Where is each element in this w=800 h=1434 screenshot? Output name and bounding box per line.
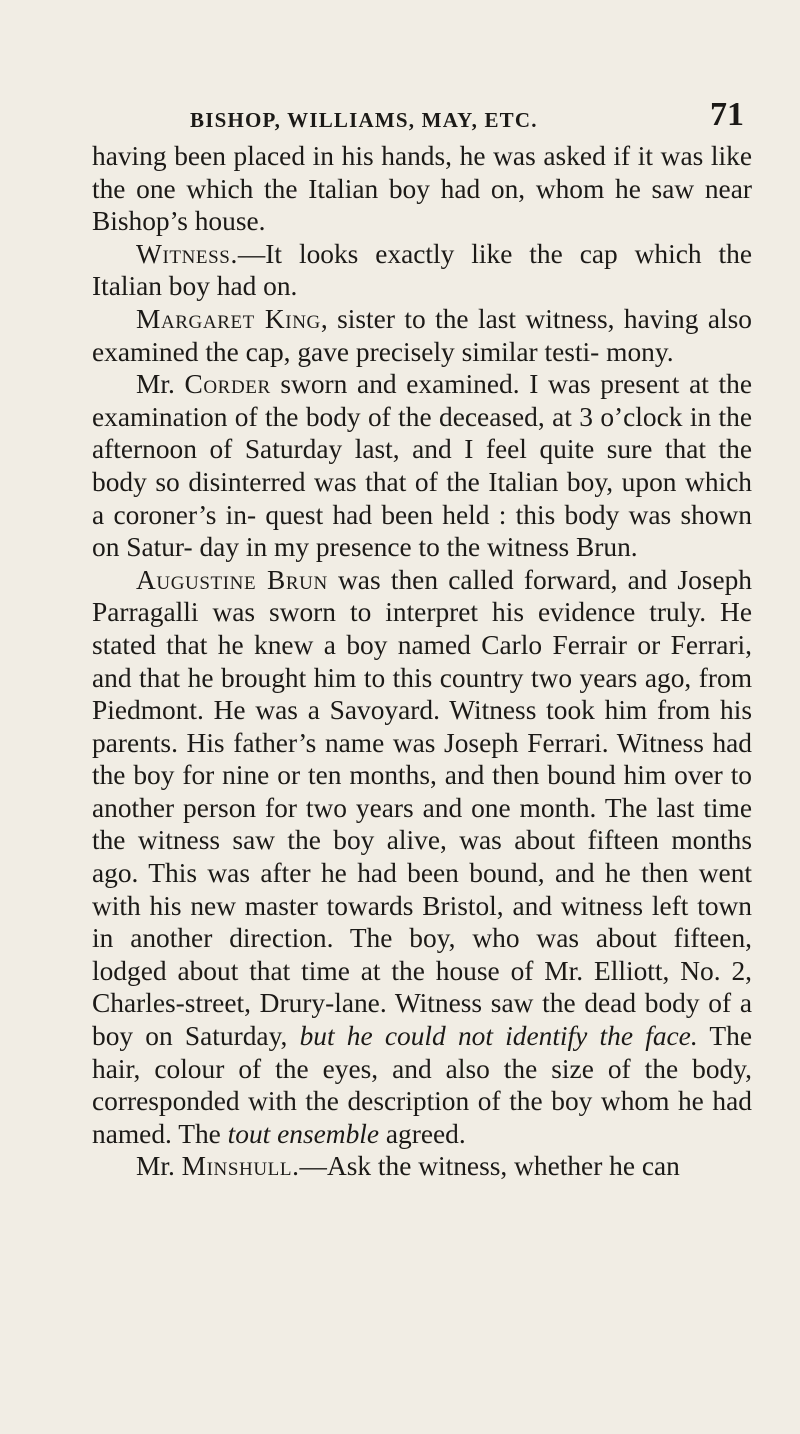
- paragraph-5: [92, 564, 752, 1151]
- speaker-minshull: Minshull.: [181, 1151, 300, 1182]
- paragraph-2: [92, 238, 752, 303]
- paragraph-5-text-b: The hair, colour of the eyes, and also the size of the body, corresponded with the description of the boy whom he had named. The: [92, 1021, 752, 1149]
- speaker-title-corder: Mr.: [136, 369, 185, 400]
- speaker-corder: Corder: [184, 369, 271, 400]
- paragraph-5-italic-1: but he could not identify the face.: [299, 1021, 698, 1052]
- paragraph-6: [92, 1150, 752, 1183]
- speaker-margaret-king: Margaret King: [136, 303, 321, 334]
- paragraph-6-text: —Ask the witness, whether he can: [299, 1151, 680, 1182]
- paragraph-1-text: having been placed in his hands, he was asked if it was like the one which the Italian boy had on, whom he saw near Bishop’s house.: [92, 141, 752, 237]
- paragraph-3-text: , sister to the last witness, having also examined the cap, gave precisely similar testi- mony.: [92, 303, 752, 367]
- paragraph-5-text-c: agreed.: [379, 1118, 466, 1149]
- paragraph-1: [92, 140, 752, 238]
- running-title: BISHOP, WILLIAMS, MAY, ETC.: [190, 108, 538, 132]
- paragraph-4-text: sworn and examined. I was present at the examination of the body of the deceased, at 3 o’clock in the afternoon of Saturday last, and I feel quite sure that the body so disinterred was that of the Italian boy, upon which a coroner’s in- quest had been held : this body was shown on Satur- day in my presence to the witness Brun.: [92, 369, 752, 563]
- paragraph-3: [92, 303, 752, 368]
- paragraph-5-italic-2: tout ensemble: [227, 1118, 380, 1149]
- page-number: 71: [710, 96, 744, 133]
- speaker-witness: Witness.: [136, 238, 238, 269]
- speaker-title-minshull: Mr.: [136, 1151, 182, 1182]
- body-text: [92, 140, 752, 1183]
- paragraph-5-text-a: was then called forward, and Joseph Parragalli was sworn to interpret his evidence truly. He stated that he knew a boy named Carlo Ferrair or Ferrari, and that he brought him to this country two years ago, from Piedmont. He was a Savoyard. Witness took him from his parents. His father’s name was Joseph Ferrari. Witness had the boy for nine or ten months, and then bound him over to another person for two years and one month. The last time the witness saw the boy alive, was about fifteen months ago. This was after he had been bound, and he then went with his new master towards Bristol, and witness left town in another direction. The boy, who was about fifteen, lodged about that time at the house of Mr. Elliott, No. 2, Charles-street, Drury-lane. Witness saw the dead body of a boy on Saturday,: [92, 564, 752, 1052]
- paragraph-4: [92, 368, 752, 564]
- speaker-augustine-brun: Augustine Brun: [136, 564, 328, 595]
- paragraph-2-text: —It looks exactly like the cap which the Italian boy had on.: [92, 238, 752, 302]
